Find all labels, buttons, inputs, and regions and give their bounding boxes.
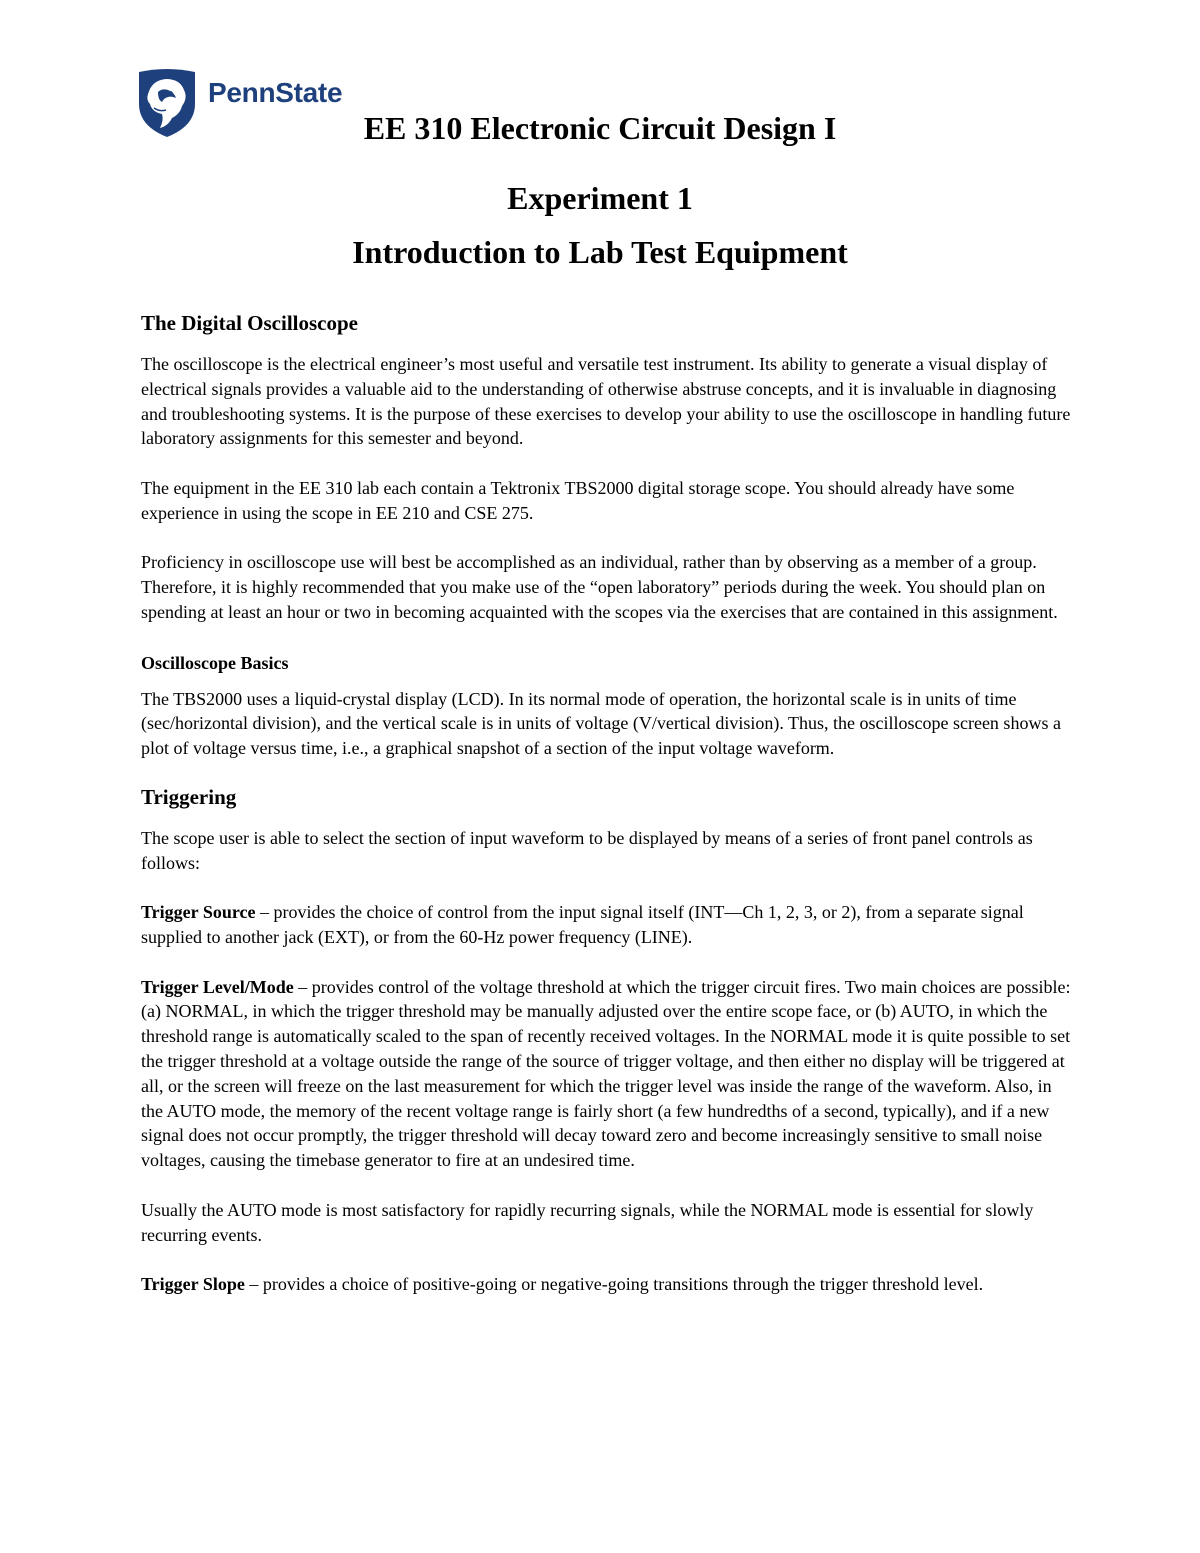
trigger-source-text: – provides the choice of control from the input signal itself (INT—Ch 1, 2, 3, or 2), from a separate signal supplied to another jack (EXT), or from the 60-Hz power frequency (LINE). (141, 902, 1024, 947)
trigger-slope-item (141, 1272, 1071, 1297)
trigger-source-item (141, 900, 1071, 950)
paragraph: The TBS2000 uses a liquid-crystal display (LCD). In its normal mode of operation, the horizontal scale is in units of time (sec/horizontal division), and the vertical scale is in units of voltage (V/vertical division). Thus, the oscilloscope screen shows a plot of voltage versus time, i.e., a graphical snapshot of a section of the input voltage waveform. (141, 688, 1061, 759)
trigger-slope-text: – provides a choice of positive-going or negative-going transitions through the trigger threshold level. (244, 1274, 984, 1295)
paragraph: The oscilloscope is the electrical engineer’s most useful and versatile test instrument. Its ability to generate a visual display of electrical signals provides a valuable aid to the understanding of otherwise abstruse concepts, and it is invaluable in diagnosing and troubleshooting systems. It is the purpose of these exercises to develop your ability to use the oscilloscope in handling future laboratory assignments for this semester and beyond. (141, 354, 1071, 449)
logo-wordmark: PennState (208, 77, 343, 108)
heading-oscilloscope-basics: Oscilloscope Basics (141, 652, 289, 673)
trigger-level-label: Trigger Level/Mode (141, 976, 294, 997)
heading-digital-oscilloscope: The Digital Oscilloscope (141, 311, 358, 335)
experiment-number: Experiment 1 (507, 180, 693, 216)
heading-triggering: Triggering (141, 784, 237, 809)
auto-mode-note: Usually the AUTO mode is most satisfactory for rapidly recurring signals, while the NORMAL mode is essential for slowly recurring events. (141, 1199, 1034, 1245)
experiment-name: Introduction to Lab Test Equipment (352, 234, 848, 270)
paragraph: The scope user is able to select the section of input waveform to be displayed by means of a series of front panel controls as follows: (141, 827, 1033, 873)
trigger-source-label: Trigger Source (141, 902, 256, 923)
trigger-slope-label: Trigger Slope (141, 1274, 245, 1295)
title-block (0, 106, 1200, 272)
course-title: EE 310 Electronic Circuit Design I (363, 110, 837, 146)
trigger-level-text: – provides control of the voltage threshold at which the trigger circuit fires. Two main choices are possible: (a) NORMAL, in which the trigger threshold may be manually adjusted over the entire scope face, or (b) AUTO, in which the threshold range is automatically scaled to the span of recently received voltages. In the NORMAL mode it is quite possible to set the trigger threshold at a voltage outside the range of the source of trigger voltage, and then either no display will be triggered at all, or the screen will freeze on the last measurement for which the trigger level was inside the range of the waveform. Also, in the AUTO mode, the memory of the recent voltage range is fairly short (a few hundredths of a second, typically), and if a new signal does not occur promptly, the trigger threshold will decay toward zero and become increasingly sensitive to small noise voltages, causing the timebase generator to fire at an undesired time. (141, 976, 1071, 1171)
paragraph: The equipment in the EE 310 lab each contain a Tektronix TBS2000 digital storage scope. You should already have some experience in using the scope in EE 210 and CSE 275. (141, 477, 1015, 523)
paragraph: Proficiency in oscilloscope use will best be accomplished as an individual, rather than by observing as a member of a group. Therefore, it is highly recommended that you make use of the “open laboratory” periods during the week. You should plan on spending at least an hour or two in becoming acquainted with the scopes via the exercises that are contained in this assignment. (141, 552, 1058, 622)
document-body (141, 308, 1071, 1322)
trigger-level-item (141, 975, 1071, 1173)
